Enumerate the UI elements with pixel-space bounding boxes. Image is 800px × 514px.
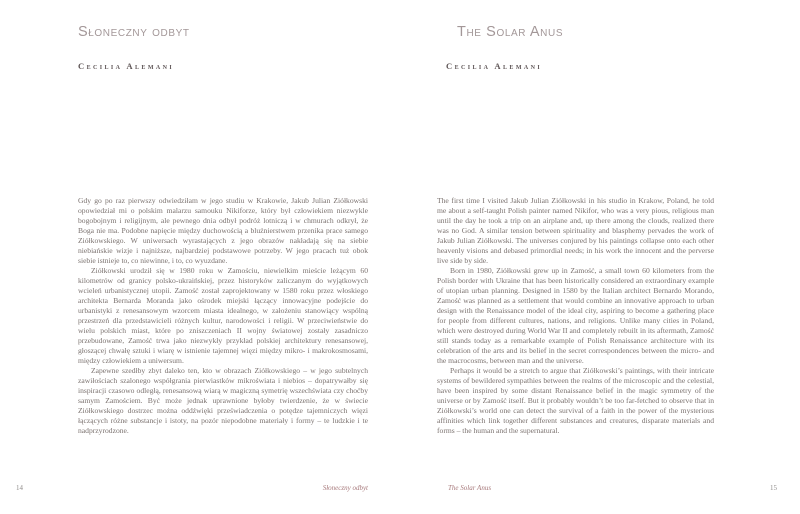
essay-paragraph: Born in 1980, Ziółkowski grew up in Zamość, a small town 60 kilometers from the Polish border with Ukraine that has been historically considered an extraordinary example of utopian urban planning. Designed in 1580 by the Italian architect Bernardo Morando, Zamość was planned as a settlement that would combine an innovative approach to urban design with the Renaissance model of the ideal city, aspiring to become a gathering place for people from different cultures, nations, and religions. Unlike many cities in Poland, which were destroyed during World War II and completely rebuilt in its aftermath, Zamość still stands today as a remarkable example of Polish Renaissance architecture with its celebration of the arts and its belief in the secret correspondences between the micro- and the macrocosms, between man and the universe. (437, 266, 714, 365)
author-byline: Cecilia Alemani (446, 61, 543, 71)
essay-paragraph: Perhaps it would be a stretch to argue that Ziółkowski’s paintings, with their intricate systems of bewildered sympathies between the realms of the microscopic and the celestial, have been inspired by some distant Renaissance belief in the magic symmetry of the universe or by Zamość itself. But it probably wouldn’t be too far-fetched to observe that in Ziółkowski’s world one can detect the survival of a faith in the power of the mysterious affinities which link together different substances and creatures, disparate materials and forms – the human and the supernatural. (437, 366, 714, 435)
essay-paragraph: The first time I visited Jakub Julian Ziółkowski in his studio in Krakow, Poland, he told me about a self-taught Polish painter named Nikifor, who was a very pious, religious man until the day he took a trip on an airplane and, up there among the clouds, realized there was no God. A similar tension between spirituality and blasphemy pervades the work of Jakub Julian Ziółkowski. The universes conjured by his paintings collapse onto each other heavenly visions and debased primordial needs; in his work the innocent and the perverse live side by side. (437, 196, 714, 265)
running-title: The Solar Anus (448, 484, 492, 492)
page-number: 15 (770, 484, 777, 492)
page-title: The Solar Anus (457, 24, 564, 40)
essay-body (437, 196, 714, 436)
essay-body (78, 196, 368, 436)
essay-paragraph: Ziółkowski urodził się w 1980 roku w Zamościu, niewielkim mieście leżącym 60 kilometrów od granicy polsko-ukraińskiej, przez historyków zaliczanym do wyjątkowych wcieleń urbanistycznej utopii. Zamość został zaprojektowany w 1580 roku przez włoskiego architekta Bernarda Moranda jako ośrodek miejski łączący innowacyjne podejście do urbanistyki z renesansowym wzorcem miasta idealnego, w założeniu stanowiący wspólną przestrzeń dla przedstawicieli różnych kultur, narodowości i religii. W przeciwieństwie do wielu polskich miast, które po zniszczeniach II wojny światowej zostały zasadniczo przebudowane, Zamość trwa jako niezwykły przykład polskiej architektury renesansowej, głoszącej chwałę sztuki i wiarę w istnienie tajemnej więzi między mikro- i makrokosmosami, między człowiekiem a uniwersum. (78, 266, 368, 365)
author-byline: Cecilia Alemani (78, 61, 175, 71)
essay-paragraph: Gdy go po raz pierwszy odwiedziłam w jego studiu w Krakowie, Jakub Julian Ziółkowski opowiedział mi o polskim malarzu samouku Nikiforze, który był człowiekiem niezwykle bogobojnym i religijnym, ale pewnego dnia odbył podróż lotniczą i w chmurach odkrył, że Boga nie ma. Podobne napięcie między duchowością a bluźnierstwem przenika prace samego Ziółkowskiego. W uniwersach wyrastających z jego obrazów nakładają się na siebie niebiańskie wizje i najniższe, najbardziej podstawowe potrzeby. W jego pracach tuż obok siebie istnieje to, co niewinne, i to, co wyuzdane. (78, 196, 368, 265)
essay-paragraph: Zapewne szedłby zbyt daleko ten, kto w obrazach Ziółkowskiego – w jego subtelnych zawiłościach szalonego współgrania pierwiastków mikroświata i niebios – dopatrywałby się inspiracji czasowo odległą, renesansową wiarą w magiczną symetrię wszechświata czy choćby samym Zamościem. Być może jednak uprawnione byłoby twierdzenie, że w świecie Ziółkowskiego dostrzec można oddźwięki przeświadczenia o potędze tajemniczych więzi łączących różne substancje i istoty, na pozór niepodobne materiały i formy – te ludzkie i te nadprzyrodzone. (78, 366, 368, 435)
page-right (400, 0, 800, 514)
running-title: Słoneczny odbyt (322, 484, 368, 492)
page-number: 14 (16, 484, 23, 492)
page-title: Słoneczny odbyt (78, 24, 190, 40)
